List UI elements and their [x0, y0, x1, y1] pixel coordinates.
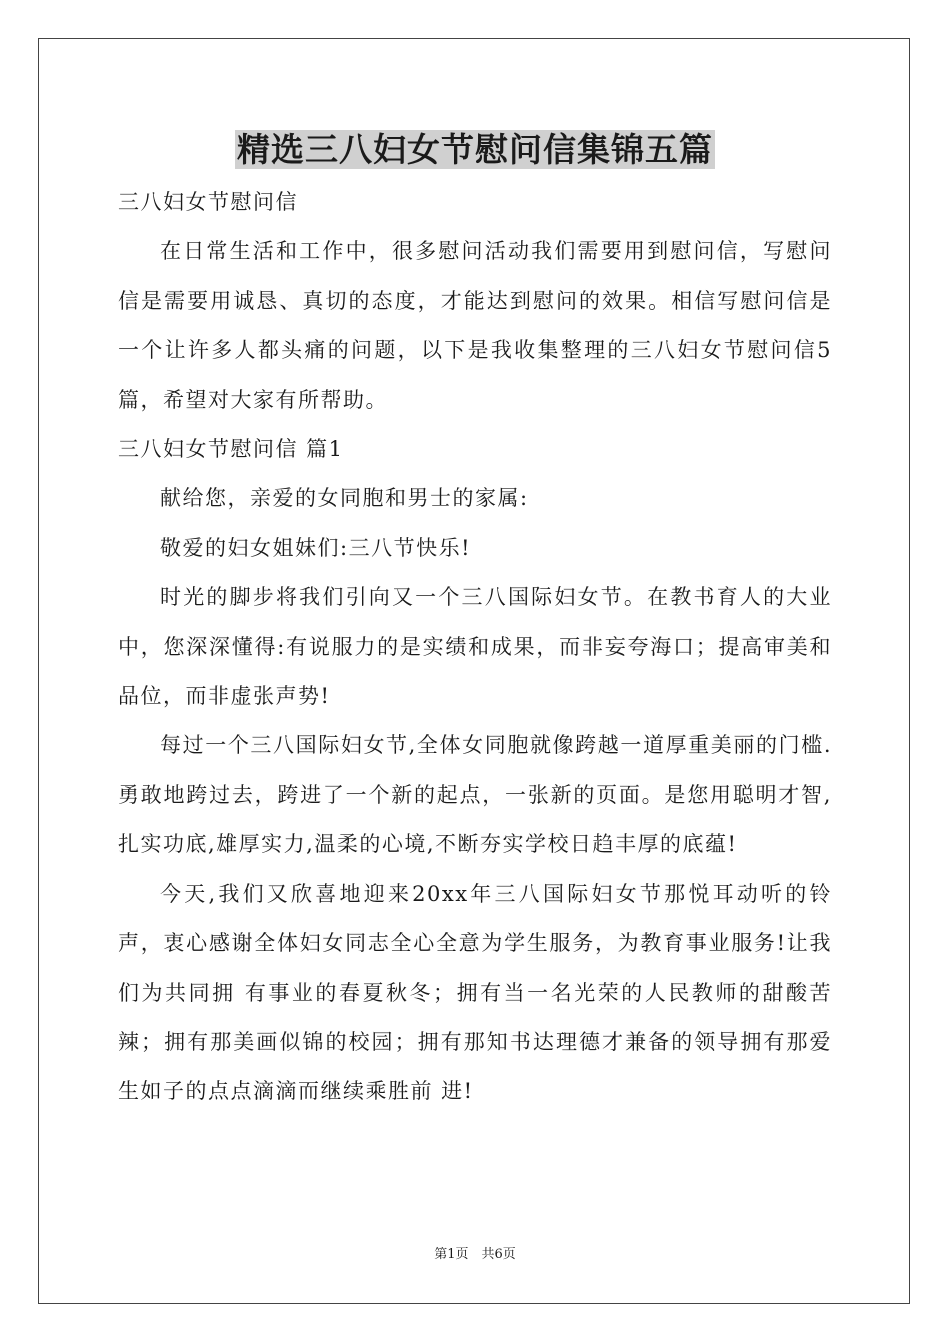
body-paragraph: 献给您，亲爱的女同胞和男士的家属: [160, 486, 529, 511]
section-heading: 三八妇女节慰问信 [118, 190, 298, 214]
body-paragraph: 每过一个三八国际妇女节,全体女同胞就像跨越一道厚重美丽的门槛.勇敢地跨过去，跨进了一个新的起点，一张新的页面。是您用聪明才智,扎实功底,雄厚实力,温柔的心境,不断夯实学校日趋丰厚的底蕴! [118, 733, 832, 857]
body-paragraph: 敬爱的妇女姐妹们:三八节快乐! [160, 535, 472, 560]
intro-paragraph: 在日常生活和工作中，很多慰问活动我们需要用到慰问信，写慰问信是需要用诚恳、真切的态度，才能达到慰问的效果。相信写慰问信是一个让许多人都头痛的问题，以下是我收集整理的三八妇女节慰问信5篇，希望对大家有所帮助。 [118, 239, 832, 412]
document-title [0, 128, 950, 172]
document-title-text: 精选三八妇女节慰问信集锦五篇 [237, 130, 713, 169]
page-footer [0, 1246, 950, 1264]
document-body [118, 178, 832, 1117]
body-paragraph: 时光的脚步将我们引向又一个三八国际妇女节。在教书育人的大业中，您深深懂得:有说服力的是实绩和成果，而非妄夸海口；提高审美和品位，而非虚张声势! [118, 585, 832, 709]
page-number: 第1页 共6页 [434, 1247, 516, 1262]
body-paragraph: 今天,我们又欣喜地迎来20xx年三八国际妇女节那悦耳动听的铃声，衷心感谢全体妇女同志全心全意为学生服务，为教育事业服务!让我们为共同拥 有事业的春夏秋冬；拥有当一名光荣的人民教师的甜酸苦辣；拥有那美画似锦的校园；拥有那知书达理德才兼备的领导拥有那爱生如子的点点滴滴而继续乘胜前 进! [118, 881, 832, 1104]
section-heading: 三八妇女节慰问信 篇1 [118, 437, 344, 462]
